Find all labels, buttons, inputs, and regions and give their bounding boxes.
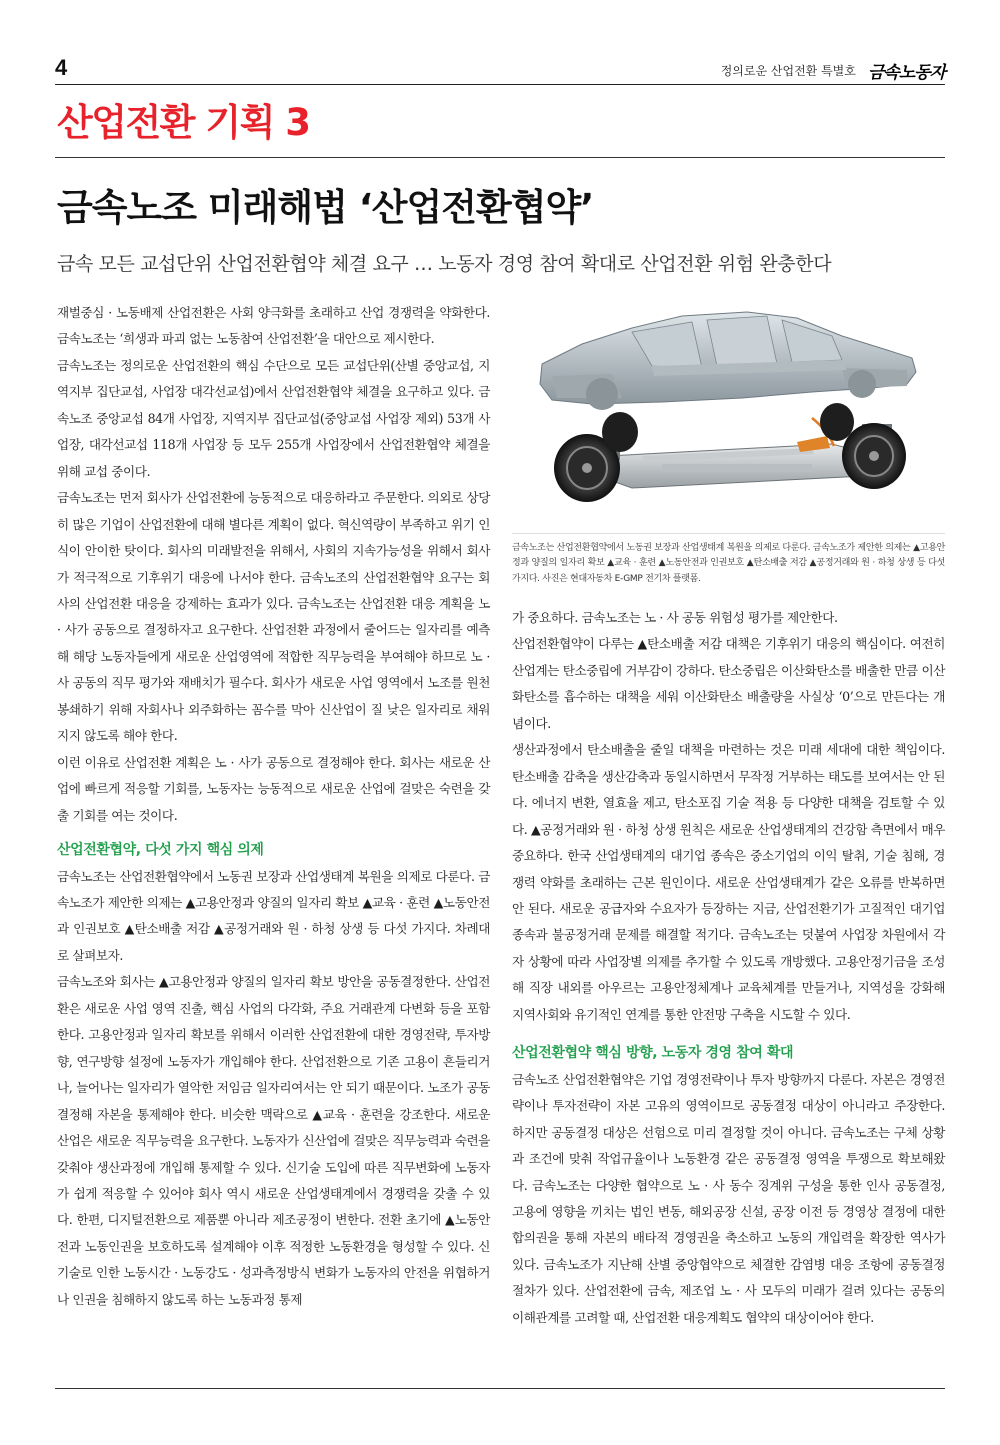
right-subhead: 산업전환협약 핵심 방향, 노동자 경영 참여 확대 [512, 1045, 794, 1062]
paragraph: 생산과정에서 탄소배출을 줄일 대책을 마련하는 것은 미래 세대에 대한 책임이다. 탄소배출 감축을 생산감축과 동일시하면서 무작정 거부하는 태도를 보여서는 안 된다. 에너지 변환, 열효율 제고, 탄소포집 기술 적용 등 다양한 대책을 검토할 수 있다. ▲공정거래와 원 · 하청 상생 원칙은 새로운 산업생태계의 건강함 측면에서 매우 중요하다. 한국 산업생태계의 대기업 종속은 중소기업의 이익 탈취, 기술 침해, 경쟁력 약화를 초래하는 근본 원인이다. 새로운 산업생태계가 같은 오류를 반복하면 안 된다. 새로운 공급자와 수요자가 등장하는 지금, 산업전환기가 고질적인 대기업 종속과 불공정거래 문제를 해결할 적기다. 금속노조는 덧붙여 사업장 차원에서 각자 상황에 따라 사업장별 의제를 추가할 수 있도록 개방했다. 고용안정기금을 조성해 직장 내외를 아우르는 고용안정체계나 교육체계를 만들거나, 지역성을 강화해 지역사회와 유기적인 연계를 통한 안전망 구축을 시도할 수 있다. [512, 742, 945, 1022]
newspaper-logo: 금속노동자 [867, 63, 945, 83]
ev-platform-photo [512, 306, 945, 534]
car-body-frame [540, 312, 916, 410]
right-column [512, 605, 945, 1331]
masthead [721, 58, 945, 83]
paragraph: 재벌중심 · 노동배제 산업전환은 사회 양극화를 초래하고 산업 경쟁력을 약화한다. 금속노조는 ‘희생과 파괴 없는 노동참여 산업전환’을 대안으로 제시한다. [57, 305, 490, 347]
paragraph: 산업전환협약이 다루는 ▲탄소배출 저감 대책은 기후위기 대응의 핵심이다. 여전히 산업계는 탄소중립에 거부감이 강하다. 탄소중립은 이산화탄소를 배출한 만큼 이산화탄소를 흡수하는 대책을 세워 이산화탄소 배출량을 사실상 ‘0’으로 만든다는 개념이다. [512, 636, 945, 731]
paragraph: 이런 이유로 산업전환 계획은 노 · 사가 공동으로 결정해야 한다. 회사는 새로운 산업에 빠르게 적응할 기회를, 노동자는 능동적으로 새로운 산업에 걸맞은 숙련을 갖출 기회를 여는 것이다. [57, 754, 490, 823]
page-number: 4 [55, 55, 68, 80]
paragraph: 금속노조와 회사는 ▲고용안정과 양질의 일자리 확보 방안을 공동결정한다. 산업전환은 새로운 사업 영역 진출, 핵심 사업의 다각화, 주요 거래관계 다변화 등을 포함한다. 고용안정과 일자리 확보를 위해서 이러한 산업전환에 대한 경영전략, 투자방향, 연구방향 설정에 노동자가 개입해야 한다. 산업전환으로 기존 고용이 흔들리거나, 늘어나는 일자리가 열악한 저임금 일자리여서는 안 되기 때문이다. 노조가 공동결정해 자본을 통제해야 한다. 비슷한 맥락으로 ▲교육 · 훈련을 강조한다. 새로운 산업은 새로운 직무능력을 요구한다. 노동자가 신산업에 걸맞은 직무능력과 숙련을 갖춰야 생산과정에 개입해 통제할 수 있다. 신기술 도입에 따른 직무변화에 노동자가 쉽게 적응할 수 있어야 회사 역시 새로운 산업생태계에서 경쟁력을 갖출 수 있다. 한편, 디지털전환으로 제품뿐 아니라 제조공정이 변한다. 전환 초기에 ▲노동안전과 노동인권을 보호하도록 설계해야 이후 적정한 노동환경을 형성할 수 있다. 신기술로 인한 노동시간 · 노동강도 · 성과측정방식 변화가 노동자의 안전을 위협하거나 인권을 침해하지 않도록 하는 노동과정 통제 [57, 974, 490, 1307]
left-subhead: 산업전환협약, 다섯 가지 핵심 의제 [57, 842, 264, 859]
paragraph: 가 중요하다. 금속노조는 노 · 사 공동 위험성 평가를 제안한다. [512, 610, 838, 625]
left-column [57, 300, 490, 1313]
photo-caption: 금속노조는 산업전환협약에서 노동권 보장과 산업생태계 복원을 의제로 다룬다. 금속노조가 제안한 의제는 ▲고용안정과 양질의 일자리 확보 ▲교육 · 훈련 ▲노동안전과 인권보호 ▲탄소배출 저감 ▲공정거래와 원 · 하청 상생 등 다섯 가지다. 사진은 현대자동차 E-GMP 전기차 플랫폼. [512, 543, 945, 584]
subheadline: 금속 모든 교섭단위 산업전환협약 체결 요구 … 노동자 경영 참여 확대로 산업전환 위험 완충한다 [57, 253, 832, 275]
rear-wheel [842, 423, 906, 489]
paragraph: 금속노조는 정의로운 산업전환의 핵심 수단으로 모든 교섭단위(산별 중앙교섭, 지역지부 집단교섭, 사업장 대각선교섭)에서 산업전환협약 체결을 요구하고 있다. 금속노조 중앙교섭 84개 사업장, 지역지부 집단교섭(중앙교섭 사업장 제외) 53개 사업장, 대각선교섭 118개 사업장 등 모두 255개 사업장에서 산업전환협약 체결을 위해 교섭 중이다. [57, 357, 490, 479]
edition-label: 정의로운 산업전환 특별호 [720, 64, 856, 78]
section-rule [55, 157, 945, 158]
section-label: 산업전환 기획 3 [57, 101, 310, 144]
ev-platform-illustration [512, 306, 945, 533]
top-rule [55, 84, 945, 85]
paragraph: 금속노조는 산업전환협약에서 노동권 보장과 산업생태계 복원을 의제로 다룬다. 금속노조가 제안한 의제는 ▲고용안정과 양질의 일자리 확보 ▲교육 · 훈련 ▲노동안전과 인권보호 ▲탄소배출 저감 ▲공정거래와 원 · 하청 상생 등 다섯 가지다. 차례대로 살펴보자. [57, 868, 490, 963]
bottom-rule [55, 1388, 945, 1389]
paragraph: 금속노조 산업전환협약은 기업 경영전략이나 투자 방향까지 다룬다. 자본은 경영전략이나 투자전략이 자본 고유의 영역이므로 공동결정 대상이 아니라고 주장한다. 하지만 공동결정 대상은 선험으로 미리 결정할 것이 아니다. 금속노조는 구체 상황과 조건에 맞춰 작업규율이나 노동환경 같은 공동결정 영역을 투쟁으로 확보해왔다. 금속노조는 다양한 협약으로 노 · 사 동수 징계위 구성을 통한 인사 공동결정, 고용에 영향을 끼치는 법인 변동, 해외공장 신설, 공장 이전 등 경영상 결정에 대한 합의권을 통해 자본의 배타적 경영권을 축소하고 노동의 개입력을 확장한 역사가 있다. 금속노조가 지난해 산별 중앙협약으로 체결한 감염병 대응 조항에 공동결정 절차가 있다. 산업전환에 금속, 제조업 노 · 사 모두의 미래가 걸려 있다는 공동의 이해관계를 고려할 때, 산업전환 대응계획도 협약의 대상이어야 한다. [512, 1071, 945, 1325]
paragraph: 금속노조는 먼저 회사가 산업전환에 능동적으로 대응하라고 주문한다. 의외로 상당히 많은 기업이 산업전환에 대해 별다른 계획이 없다. 혁신역량이 부족하고 위기 인식이 안이한 탓이다. 회사의 미래발전을 위해서, 사회의 지속가능성을 위해서 회사가 적극적으로 기후위기 대응에 나서야 한다. 금속노조의 산업전환협약 요구는 회사의 산업전환 대응을 강제하는 효과가 있다. 금속노조는 산업전환 대응 계획을 노 · 사가 공동으로 결정하자고 요구한다. 산업전환 과정에서 줄어드는 일자리를 예측해 해당 노동자들에게 새로운 산업영역에 적합한 직무능력을 부여해야 하므로 노 · 사 공동의 직무 평가와 재배치가 필수다. 회사가 새로운 사업 영역에서 노조를 원천봉쇄하기 위해 자회사나 외주화하는 꼼수를 막아 신산업이 질 낮은 일자리로 채워지지 않도록 해야 한다. [57, 490, 490, 744]
headline: 금속노조 미래해법 ‘산업전환협약’ [57, 186, 594, 229]
